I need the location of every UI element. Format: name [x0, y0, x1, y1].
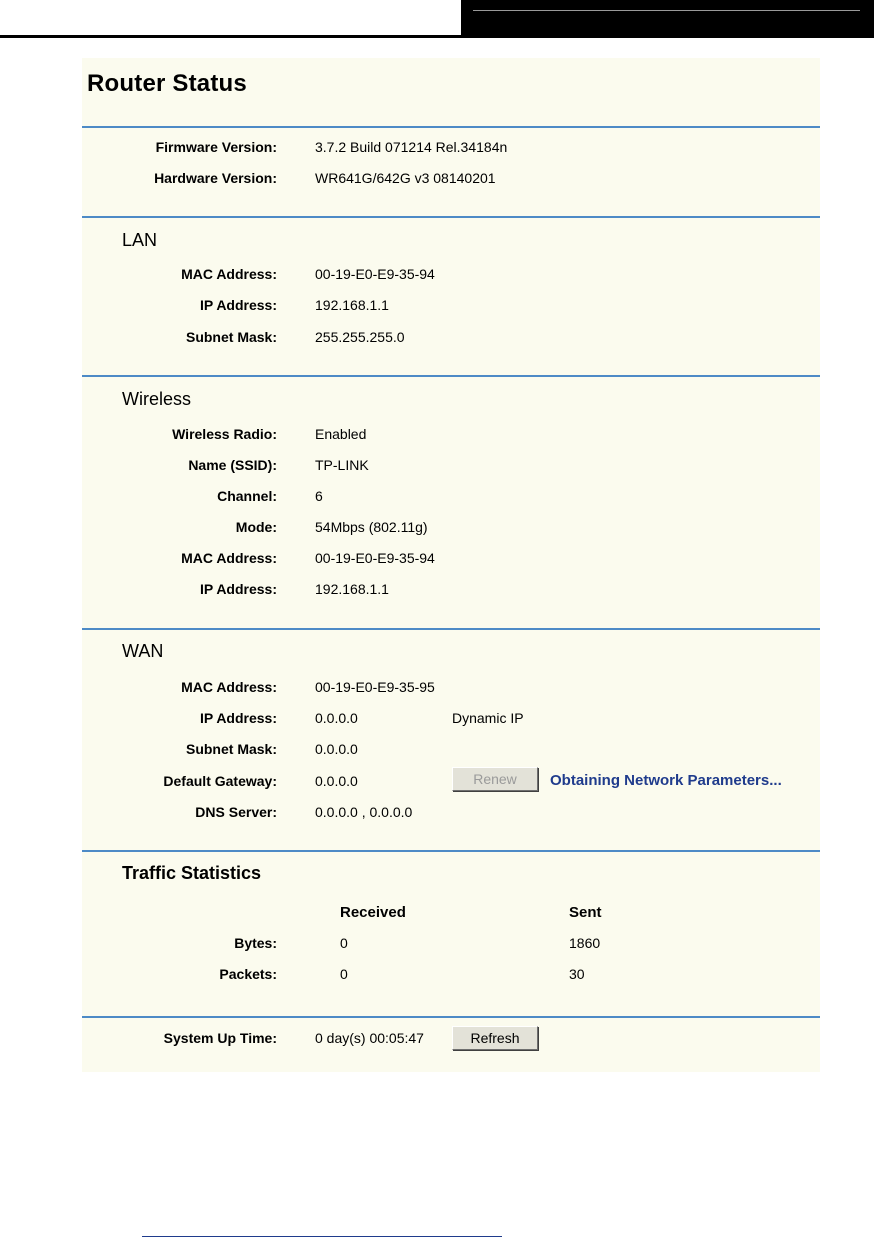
wan-mask-value: 0.0.0.0 [315, 741, 358, 757]
hardware-version-label: Hardware Version: [154, 170, 277, 186]
bytes-sent-value: 1860 [569, 935, 601, 951]
lan-ip-label: IP Address: [199, 297, 277, 313]
packets-received-value: 0 [340, 966, 348, 982]
wireless-channel-row [82, 486, 820, 506]
traffic-bytes-row [82, 933, 820, 953]
wan-section-title: WAN [122, 641, 164, 661]
uptime-row [82, 1028, 820, 1048]
lan-mask-value: 255.255.255.0 [315, 329, 405, 345]
lan-ip-value: 192.168.1.1 [315, 297, 389, 313]
wan-gateway-label: Default Gateway: [163, 773, 277, 789]
section-divider [82, 375, 820, 377]
refresh-button[interactable]: Refresh [452, 1026, 538, 1050]
wireless-ip-value: 192.168.1.1 [315, 581, 389, 597]
bytes-received-value: 0 [340, 935, 348, 951]
lan-mac-value: 00-19-E0-E9-35-94 [315, 266, 435, 282]
received-header: Received [340, 904, 406, 921]
footer-link-rule [142, 1236, 502, 1237]
wireless-section-title: Wireless [122, 389, 192, 409]
wan-mac-value: 00-19-E0-E9-35-95 [315, 679, 435, 695]
lan-mask-row [82, 327, 820, 347]
hardware-version-row [82, 168, 820, 188]
uptime-label: System Up Time: [163, 1030, 277, 1046]
lan-ip-row [82, 295, 820, 315]
wan-mac-row [82, 677, 820, 697]
wireless-radio-label: Wireless Radio: [172, 426, 277, 442]
wireless-mode-label: Mode: [235, 519, 277, 535]
lan-mac-label: MAC Address: [181, 266, 277, 282]
uptime-value: 0 day(s) 00:05:47 [315, 1030, 424, 1046]
section-divider [82, 126, 820, 128]
wan-ip-row [82, 708, 820, 728]
bytes-label: Bytes: [234, 935, 277, 951]
wireless-mac-value: 00-19-E0-E9-35-94 [315, 550, 435, 566]
section-divider [82, 1016, 820, 1018]
section-divider [82, 850, 820, 852]
hardware-version-value: WR641G/642G v3 08140201 [315, 170, 496, 186]
wan-dns-row [82, 802, 820, 822]
section-divider [82, 628, 820, 630]
wireless-channel-value: 6 [315, 488, 323, 504]
wireless-radio-value: Enabled [315, 426, 367, 442]
wan-gateway-value: 0.0.0.0 [315, 773, 358, 789]
section-divider [82, 216, 820, 218]
wireless-ssid-value: TP-LINK [315, 457, 369, 473]
firmware-version-value: 3.7.2 Build 071214 Rel.34184n [315, 139, 508, 155]
wan-mask-row [82, 739, 820, 759]
wireless-mode-value: 54Mbps (802.11g) [315, 519, 428, 535]
wan-ip-type: Dynamic IP [452, 710, 524, 726]
wireless-ssid-label: Name (SSID): [188, 457, 277, 473]
wan-dns-value: 0.0.0.0 , 0.0.0.0 [315, 804, 413, 820]
wan-status-message: Obtaining Network Parameters... [550, 772, 782, 789]
wireless-mac-label: MAC Address: [181, 550, 277, 566]
wireless-ip-row [82, 579, 820, 599]
page-title: Router Status [87, 70, 247, 97]
wan-ip-value: 0.0.0.0 [315, 710, 358, 726]
traffic-header-row [82, 903, 820, 923]
packets-label: Packets: [219, 966, 277, 982]
traffic-packets-row [82, 964, 820, 984]
lan-mac-row [82, 264, 820, 284]
wireless-ssid-row [82, 455, 820, 475]
sent-header: Sent [569, 904, 602, 921]
lan-mask-label: Subnet Mask: [185, 329, 277, 345]
lan-section-title: LAN [122, 230, 158, 250]
router-status-panel [82, 58, 820, 1072]
header-block-line [473, 10, 860, 11]
wireless-radio-row [82, 424, 820, 444]
header-rule [0, 35, 874, 38]
wan-mask-label: Subnet Mask: [185, 741, 277, 757]
wan-dns-label: DNS Server: [195, 804, 277, 820]
wireless-mode-row [82, 517, 820, 537]
wan-ip-label: IP Address: [199, 710, 277, 726]
renew-button[interactable]: Renew [452, 767, 538, 791]
packets-sent-value: 30 [569, 966, 585, 982]
wireless-mac-row [82, 548, 820, 568]
wireless-ip-label: IP Address: [199, 581, 277, 597]
header-block [461, 0, 874, 38]
traffic-section-title: Traffic Statistics [122, 863, 262, 883]
wan-mac-label: MAC Address: [181, 679, 277, 695]
wan-gateway-row [82, 771, 820, 791]
firmware-version-row [82, 137, 820, 157]
wireless-channel-label: Channel: [217, 488, 277, 504]
firmware-version-label: Firmware Version: [155, 139, 277, 155]
